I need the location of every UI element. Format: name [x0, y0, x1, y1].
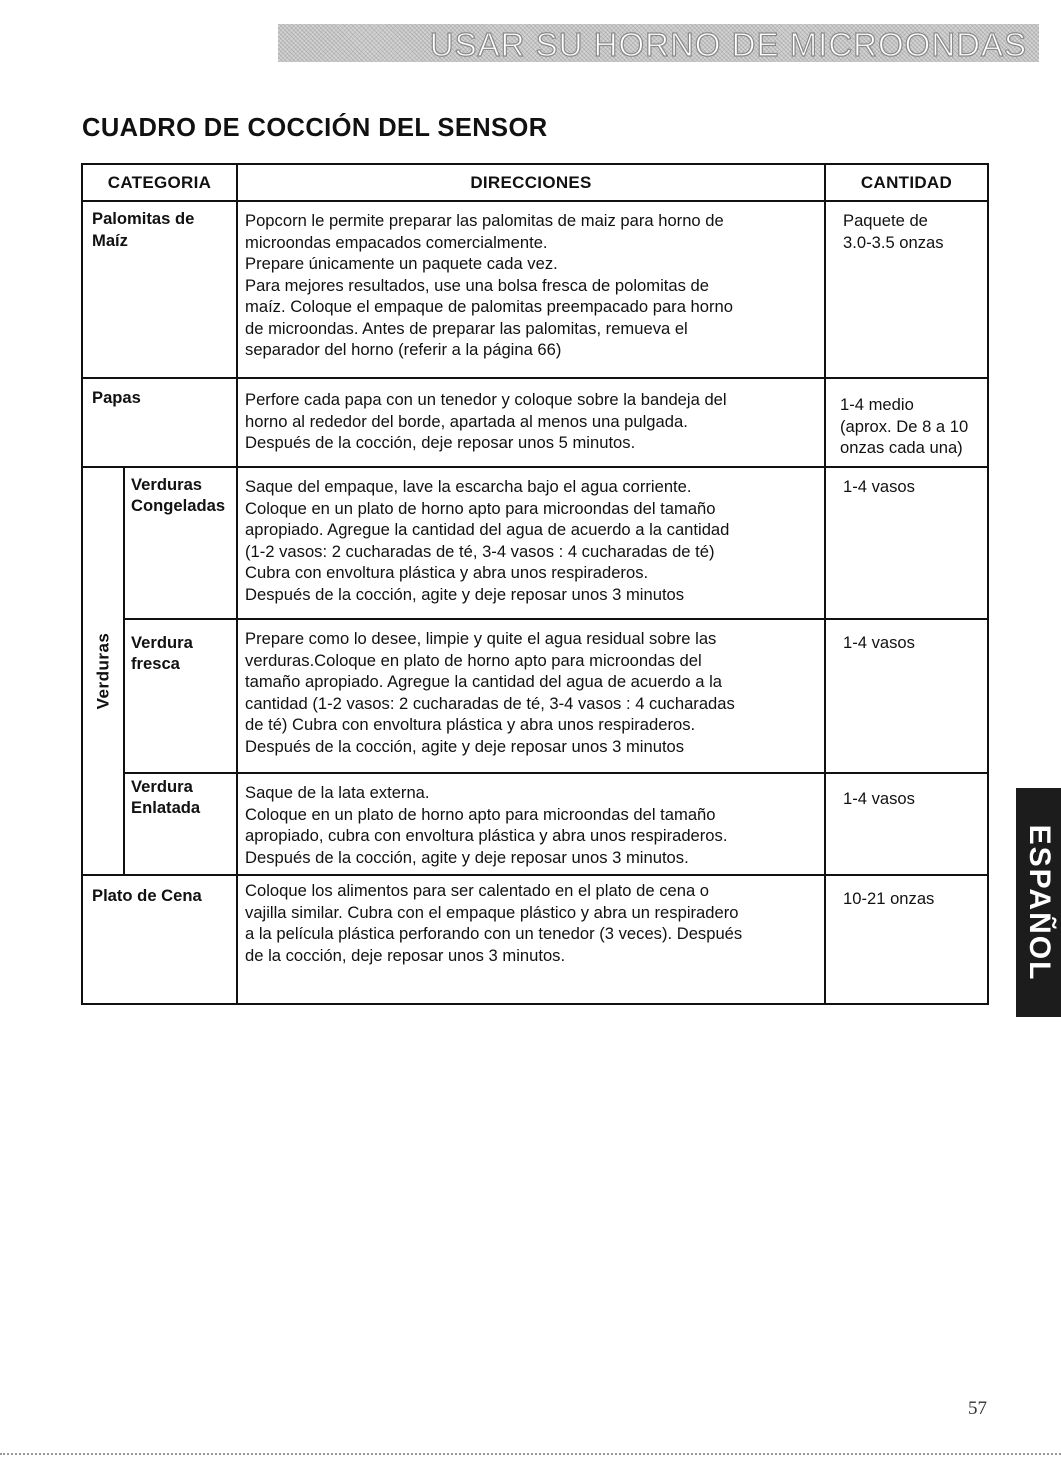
directions-line: Coloque en un plato de horno apto para microondas del tamaño: [245, 804, 716, 824]
directions-line: (1-2 vasos: 2 cucharadas de té, 3-4 vasos : 4 cucharadas de té): [245, 541, 715, 561]
directions-cell: [237, 378, 825, 467]
directions-line: tamaño apropiado. Agregue la cantidad del agua de acuerdo a la: [245, 672, 722, 691]
category-label: Palomitas de Maíz: [92, 209, 195, 250]
category-cell: [82, 201, 237, 378]
quantity-line: 1-4 vasos: [843, 477, 915, 496]
bottom-divider: [0, 1453, 1061, 1455]
sensor-cooking-table: [81, 163, 989, 1005]
quantity-line: onzas cada una): [840, 438, 963, 457]
directions-line: Después de la cocción, agite y deje reposar unos 3 minutos: [245, 736, 685, 756]
table-row: [82, 467, 988, 619]
directions-cell: [237, 619, 825, 773]
quantity-line: 1-4 vasos: [843, 789, 915, 808]
directions-cell: [237, 467, 825, 619]
directions-line: Coloque los alimentos para ser calentado en el plato de cena o: [245, 881, 710, 900]
quantity-line: 1-4 medio: [840, 395, 914, 414]
directions-line: Después de la cocción, agite y deje reposar unos 3 minutos.: [245, 847, 689, 867]
category-label: Plato de Cena: [92, 886, 202, 905]
directions-line: verduras.Coloque en plato de horno apto para microondas del: [245, 650, 702, 670]
directions-line: Cubra con envoltura plástica y abra unos respiraderos.: [245, 563, 649, 582]
directions-line: Prepare como lo desee, limpie y quite el agua residual sobre las: [245, 629, 717, 648]
category-cell: [82, 378, 237, 467]
directions-line: horno al rededor del borde, apartada al menos una pulgada.: [245, 411, 688, 431]
directions-line: a la película plástica perforando con un tenedor (3 veces). Después: [245, 924, 743, 943]
subcategory-cell: [124, 773, 237, 875]
quantity-line: 1-4 vasos: [843, 633, 915, 652]
quantity-line: 3.0-3.5 onzas: [843, 232, 944, 252]
directions-line: separador del horno (referir a la página 66): [245, 340, 562, 359]
directions-line: de microondas. Antes de preparar las palomitas, remueva el: [245, 318, 688, 338]
directions-cell: [237, 773, 825, 875]
directions-line: de la cocción, deje reposar unos 3 minutos.: [245, 945, 566, 965]
directions-line: apropiado, cubra con envoltura plástica y abra unos respiraderos.: [245, 826, 728, 845]
directions-cell: [237, 875, 825, 1004]
quantity-line: Paquete de: [843, 211, 928, 230]
directions-line: Después de la cocción, deje reposar unos 5 minutos.: [245, 433, 636, 452]
quantity-line: (aprox. De 8 a 10: [840, 416, 969, 436]
header-direcciones: DIRECCIONES: [237, 164, 825, 201]
table-row: [82, 875, 988, 1004]
category-cell: [82, 875, 237, 1004]
directions-line: cantidad (1-2 vasos: 2 cucharadas de té, 3-4 vasos : 4 cucharadas: [245, 693, 735, 713]
category-label: Verdura Enlatada: [131, 777, 201, 817]
header-cantidad: CANTIDAD: [825, 164, 988, 201]
directions-line: maíz. Coloque el empaque de palomitas preempacado para horno: [245, 297, 733, 316]
table-row: [82, 378, 988, 467]
page-number: 57: [968, 1398, 987, 1419]
directions-line: apropiado. Agregue la cantidad del agua de acuerdo a la cantidad: [245, 520, 730, 539]
language-side-tab-text: ESPAÑOL: [1022, 824, 1056, 981]
table-header-row: [82, 164, 988, 201]
directions-line: microondas empacados comercialmente.: [245, 232, 548, 252]
directions-line: de té) Cubra con envoltura plástica y abra unos respiraderos.: [245, 715, 696, 734]
category-label: Verduras Congeladas: [131, 475, 226, 515]
directions-line: Perfore cada papa con un tenedor y coloque sobre la bandeja del: [245, 390, 727, 409]
header-categoria: CATEGORIA: [82, 164, 237, 201]
section-banner: [278, 24, 1039, 62]
directions-line: Prepare únicamente un paquete cada vez.: [245, 254, 558, 273]
page-title: CUADRO DE COCCIÓN DEL SENSOR: [82, 114, 548, 142]
directions-line: Para mejores resultados, use una bolsa fresca de polomitas de: [245, 275, 709, 295]
quantity-cell: [825, 467, 988, 619]
table-row: [82, 619, 988, 773]
quantity-line: 10-21 onzas: [843, 889, 935, 908]
subcategory-cell: [124, 619, 237, 773]
quantity-cell: [825, 773, 988, 875]
quantity-cell: [825, 201, 988, 378]
verduras-group-cell: [82, 467, 124, 875]
directions-line: vajilla similar. Cubra con el empaque plástico y abra un respiradero: [245, 902, 739, 922]
directions-line: Popcorn le permite preparar las palomitas de maiz para horno de: [245, 211, 724, 230]
quantity-cell: [825, 875, 988, 1004]
directions-line: Después de la cocción, agite y deje reposar unos 3 minutos: [245, 584, 685, 604]
category-label: Papas: [92, 388, 141, 407]
section-banner-text: USAR SU HORNO DE MICROONDAS: [429, 26, 1027, 62]
table-row: [82, 773, 988, 875]
subcategory-cell: [124, 467, 237, 619]
verduras-group-label: Verduras: [93, 632, 113, 710]
directions-line: Saque del empaque, lave la escarcha bajo el agua corriente.: [245, 477, 692, 496]
category-label: Verdura fresca: [131, 633, 193, 673]
language-side-tab: [1016, 788, 1061, 1017]
table-row: [82, 201, 988, 378]
quantity-cell: [825, 619, 988, 773]
directions-line: Coloque en un plato de horno apto para microondas del tamaño: [245, 498, 716, 518]
quantity-cell: [825, 378, 988, 467]
directions-line: Saque de la lata externa.: [245, 783, 430, 802]
directions-cell: [237, 201, 825, 378]
